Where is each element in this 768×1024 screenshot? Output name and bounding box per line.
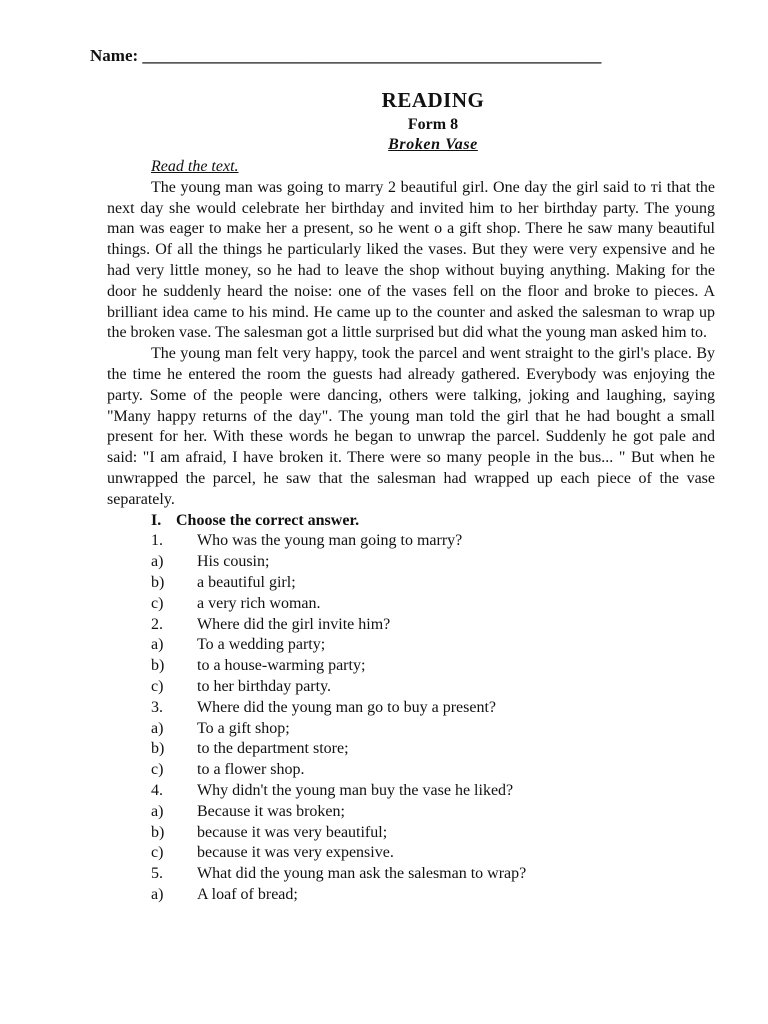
line-text: To a wedding party; [197, 636, 326, 654]
answer-option [151, 552, 715, 573]
line-marker: 4. [151, 781, 163, 799]
section-heading-text: Choose the correct answer. [176, 511, 360, 529]
line-marker: a) [151, 719, 164, 737]
line-marker: a) [151, 885, 164, 903]
line-marker: 5. [151, 865, 163, 883]
question-5 [151, 864, 715, 885]
instruction: Read the text. [151, 158, 239, 175]
line-marker: b) [151, 657, 165, 675]
worksheet-content [107, 157, 715, 906]
story-paragraph-1: The young man was going to marry 2 beautiful girl. One day the girl said to тi that the next day she would celebrate her birthday and invited him to her birthday party. The young man was eager to make her a present, so he went o a gift shop. There he saw many beautiful things. Of all the things he particularly liked the vases. But they were very expensive and he had very little money, so he had to leave the shop without buying anything. Making for the door he suddenly heard the noise: one of the vases fell on the floor and broke to pieces. A brilliant idea came to his mind. He came up to the counter and asked the salesman to wrap up the broken vase. The salesman got a little surprised but did what the young man asked him to. [107, 178, 715, 342]
line-text: To a gift shop; [197, 719, 290, 737]
line-marker: a) [151, 553, 164, 571]
answer-option [151, 635, 715, 656]
line-marker: c) [151, 844, 164, 862]
question-4 [151, 781, 715, 802]
line-text: because it was very expensive. [197, 844, 394, 862]
line-text: Where did the young man go to buy a present? [197, 698, 497, 716]
question-2 [151, 615, 715, 636]
line-text: to a flower shop. [197, 761, 305, 779]
answer-option [151, 885, 715, 906]
answer-option [151, 739, 715, 760]
line-text: a very rich woman. [197, 594, 321, 612]
line-marker: b) [151, 740, 165, 758]
line-marker: a) [151, 802, 164, 820]
answer-option [151, 719, 715, 740]
line-text: Because it was broken; [197, 802, 345, 820]
answer-option [151, 843, 715, 864]
section-number: I. [151, 511, 162, 529]
line-text: Why didn't the young man buy the vase he liked? [197, 781, 514, 799]
story-title [0, 136, 768, 154]
answer-option [151, 802, 715, 823]
question-list [107, 531, 715, 905]
line-marker: b) [151, 573, 165, 591]
line-marker: c) [151, 677, 164, 695]
question-1 [151, 531, 715, 552]
answer-option [151, 656, 715, 677]
line-marker: b) [151, 823, 165, 841]
line-marker: 3. [151, 698, 163, 716]
line-marker: c) [151, 594, 164, 612]
line-marker: 2. [151, 615, 163, 633]
answer-option [151, 760, 715, 781]
story-title-text: Broken Vase [388, 136, 478, 153]
line-marker: c) [151, 761, 164, 779]
line-text: because it was very beautiful; [197, 823, 388, 841]
page-title: READING [381, 88, 485, 112]
line-text: A loaf of bread; [197, 885, 298, 903]
answer-option [151, 823, 715, 844]
question-3 [151, 698, 715, 719]
story-paragraph-2: The young man felt very happy, took the parcel and went straight to the girl's place. By the time he entered the room the guests had already gathered. Everybody was enjoying the party. Some of the people were dancing, others were talking, joking and laughing, saying "Many happy returns of the day". The young man told the girl that he had bought a small present for her. With these words he began to unwrap the parcel. Suddenly he got pale and said: "I am afraid, I have broken it. There were so many people in the bus... " But when he unwrapped the parcel, he saw that the salesman had wrapped up each piece of the vase separately. [107, 345, 715, 508]
line-text: Who was the young man going to marry? [197, 532, 463, 550]
answer-option [151, 594, 715, 615]
form-label: Form 8 [407, 116, 459, 133]
line-text: What did the young man ask the salesman to wrap? [197, 865, 527, 883]
line-text: to her birthday party. [197, 677, 332, 695]
line-text: a beautiful girl; [197, 573, 296, 591]
line-marker: a) [151, 636, 164, 654]
name-line: Name: ______________________________________________________ [90, 46, 602, 65]
answer-option [151, 573, 715, 594]
line-text: Where did the girl invite him? [197, 615, 391, 633]
section-heading [151, 511, 715, 532]
line-marker: 1. [151, 532, 163, 550]
line-text: to a house-warming party; [197, 657, 366, 675]
line-text: His cousin; [197, 553, 270, 571]
answer-option [151, 677, 715, 698]
line-text: to the department store; [197, 740, 349, 758]
